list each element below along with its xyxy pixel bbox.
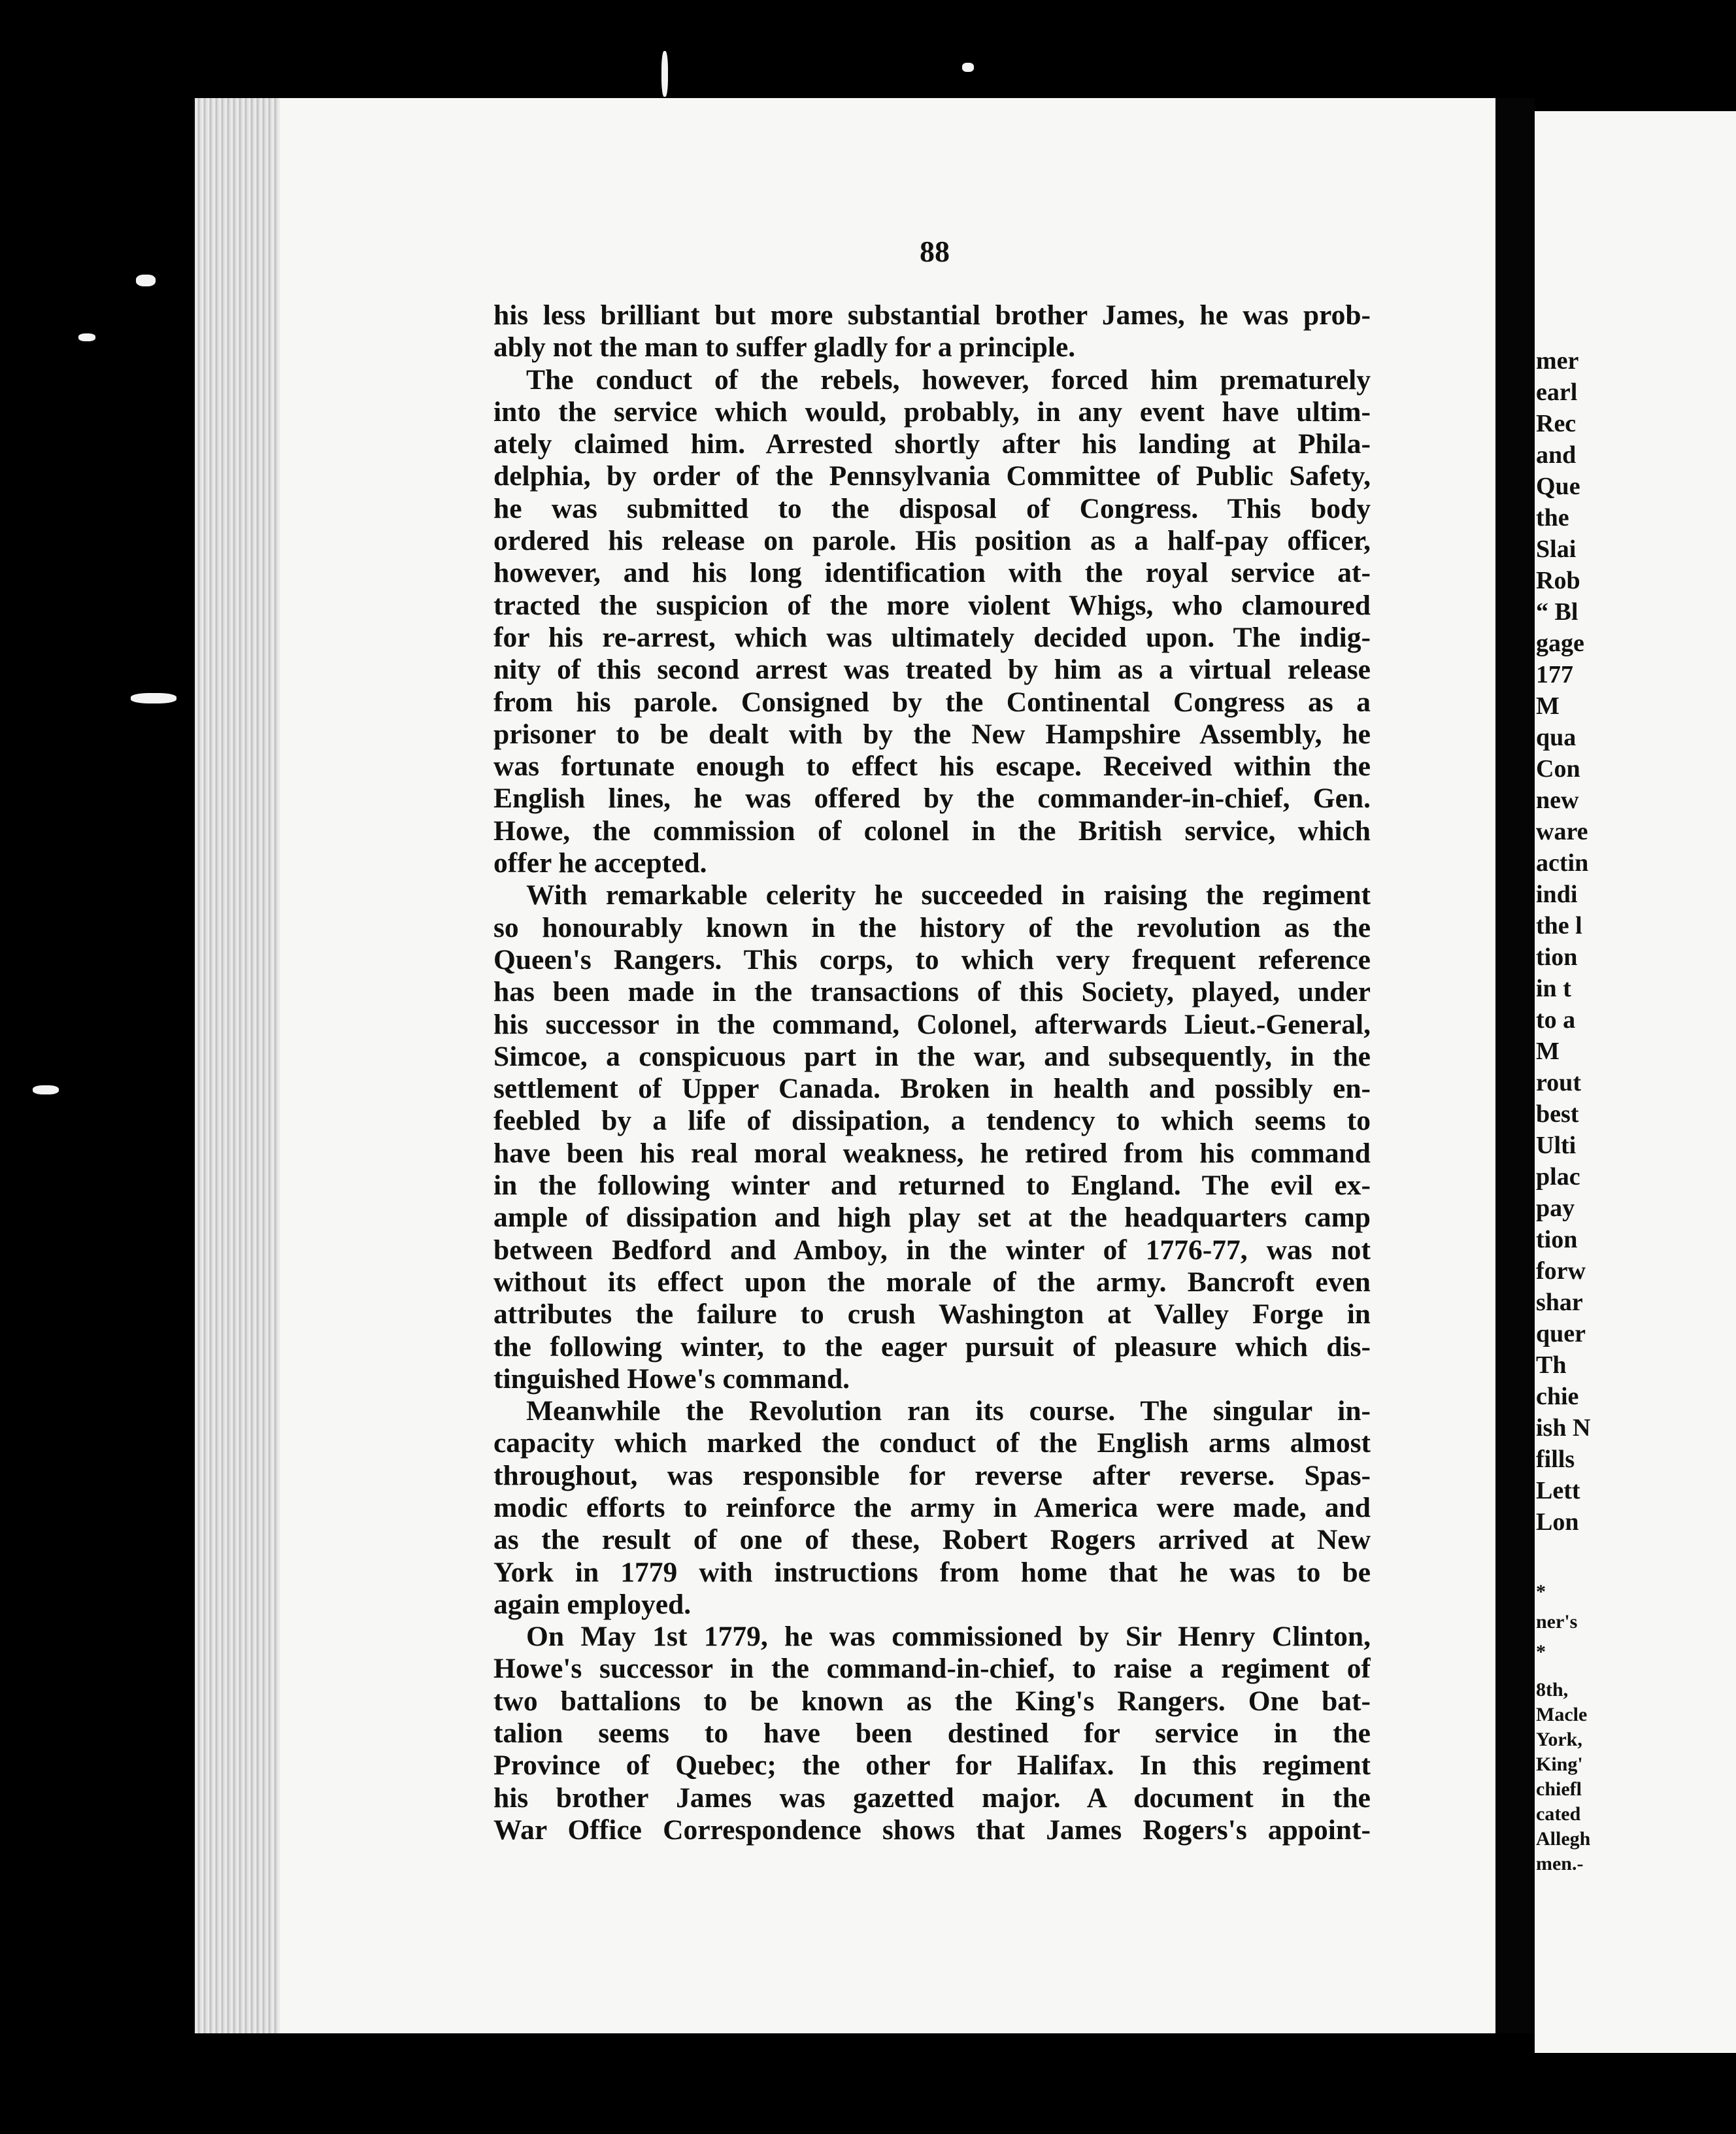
text-line: With remarkable celerity he succeeded in raising the regiment bbox=[526, 879, 1371, 911]
right-page-line: the bbox=[1536, 504, 1569, 532]
text-line: tinguished Howe's command. bbox=[493, 1363, 850, 1395]
right-page-line: plac bbox=[1536, 1163, 1580, 1191]
scan-speck bbox=[33, 1085, 59, 1094]
right-page-line: gage bbox=[1536, 630, 1584, 657]
text-line: between Bedford and Amboy, in the winter of 1776-77, was not bbox=[493, 1234, 1371, 1266]
text-line: two battalions to be known as the King's Rangers. One bat- bbox=[493, 1685, 1371, 1717]
right-page-line: forw bbox=[1536, 1257, 1586, 1285]
text-line: ordered his release on parole. His position as a half-pay officer, bbox=[493, 525, 1371, 557]
right-page-line: Lon bbox=[1536, 1508, 1579, 1536]
right-page-line: Rec bbox=[1536, 410, 1577, 437]
text-line: his successor in the command, Colonel, afterwards Lieut.-General, bbox=[493, 1008, 1371, 1040]
right-page-line: tion bbox=[1536, 1226, 1578, 1253]
text-line: offer he accepted. bbox=[493, 847, 707, 879]
right-page-footnote-line: King' bbox=[1536, 1753, 1583, 1775]
right-page-line: pay bbox=[1536, 1194, 1575, 1222]
text-line: attributes the failure to crush Washington at Valley Forge in bbox=[493, 1298, 1371, 1330]
scan-speck bbox=[962, 63, 974, 72]
right-page-line: the l bbox=[1536, 912, 1582, 940]
scan-speck bbox=[661, 51, 668, 97]
right-page-footnote-line: Macle bbox=[1536, 1704, 1588, 1725]
text-line: feebled by a life of dissipation, a tendency to which seems to bbox=[493, 1105, 1371, 1137]
right-page-line: M bbox=[1536, 692, 1560, 720]
right-page-line: Rob bbox=[1536, 567, 1580, 594]
text-line: as the result of one of these, Robert Rogers arrived at New bbox=[493, 1524, 1371, 1556]
right-page-line: quer bbox=[1536, 1320, 1586, 1347]
right-page-line: mer bbox=[1536, 347, 1579, 375]
right-page-footnote-line: cated bbox=[1536, 1803, 1581, 1825]
text-line: without its effect upon the morale of the army. Bancroft even bbox=[493, 1266, 1371, 1298]
text-line: Province of Quebec; the other for Halifax. In this regiment bbox=[493, 1750, 1371, 1782]
right-page-footnote-line: chiefl bbox=[1536, 1778, 1582, 1800]
text-line: talion seems to have been destined for service in the bbox=[493, 1718, 1371, 1750]
right-page-line: indi bbox=[1536, 881, 1578, 908]
right-page-footnote-line: men.- bbox=[1536, 1853, 1584, 1874]
right-page-line: best bbox=[1536, 1100, 1579, 1128]
text-line: so honourably known in the history of the revolution as the bbox=[493, 911, 1371, 943]
text-line: Howe, the commission of colonel in the British service, which bbox=[493, 815, 1371, 847]
right-page-line: Lett bbox=[1536, 1477, 1580, 1504]
text-line: has been made in the transactions of this Society, played, under bbox=[493, 976, 1371, 1008]
right-page-line: “ Bl bbox=[1536, 598, 1578, 626]
text-line: The conduct of the rebels, however, forced him prematurely bbox=[526, 364, 1371, 396]
text-line: the following winter, to the eager pursuit of pleasure which dis- bbox=[493, 1330, 1371, 1363]
book-gutter bbox=[1495, 98, 1535, 2033]
page-edges bbox=[195, 98, 280, 2033]
text-line: Meanwhile the Revolution ran its course. The singular in- bbox=[526, 1395, 1371, 1427]
right-page-footnote-line: 8th, bbox=[1536, 1679, 1569, 1701]
right-page-line: fills bbox=[1536, 1446, 1575, 1473]
text-line: ample of dissipation and high play set at the headquarters camp bbox=[493, 1202, 1371, 1234]
scan-speck bbox=[78, 333, 95, 341]
right-page-line: 177 bbox=[1536, 661, 1573, 688]
scan-speck bbox=[131, 693, 176, 703]
text-line: for his re-arrest, which was ultimately decided upon. The indig- bbox=[493, 621, 1371, 653]
right-page-line: M bbox=[1536, 1038, 1560, 1065]
right-page-line: rout bbox=[1536, 1069, 1581, 1096]
page-number: 88 bbox=[920, 235, 950, 268]
right-page-footnote-line: * bbox=[1536, 1641, 1546, 1663]
text-line: ably not the man to suffer gladly for a principle. bbox=[493, 331, 1076, 364]
text-line: York in 1779 with instructions from home that he was to be bbox=[493, 1556, 1371, 1588]
right-page-line: Ulti bbox=[1536, 1132, 1577, 1159]
text-line: throughout, was responsible for reverse after reverse. Spas- bbox=[493, 1459, 1371, 1491]
right-page-line: Que bbox=[1536, 473, 1580, 500]
right-page-line: new bbox=[1536, 787, 1579, 814]
right-page-line: and bbox=[1536, 441, 1577, 469]
text-line: his less brilliant but more substantial brother James, he was prob- bbox=[493, 299, 1371, 331]
text-line: again employed. bbox=[493, 1588, 692, 1620]
right-page-line: Slai bbox=[1536, 535, 1577, 563]
text-line: prisoner to be dealt with by the New Hampshire Assembly, he bbox=[493, 718, 1371, 750]
text-line: his brother James was gazetted major. A document in the bbox=[493, 1782, 1371, 1814]
right-page-line: chie bbox=[1536, 1383, 1579, 1410]
right-page-line: shar bbox=[1536, 1289, 1583, 1316]
text-line: he was submitted to the disposal of Congress. This body bbox=[493, 492, 1371, 524]
right-page-line: tion bbox=[1536, 943, 1578, 971]
text-line: into the service which would, probably, in any event have ultim- bbox=[493, 396, 1371, 428]
right-page-footnote-line: Allegh bbox=[1536, 1828, 1591, 1850]
text-line: was fortunate enough to effect his escape. Received within the bbox=[493, 751, 1371, 783]
right-page-line: Th bbox=[1536, 1351, 1567, 1379]
right-page-footnote-line: ner's bbox=[1536, 1611, 1578, 1633]
text-line: nity of this second arrest was treated by him as a virtual release bbox=[493, 654, 1371, 686]
text-line: in the following winter and returned to England. The evil ex- bbox=[493, 1170, 1371, 1202]
right-page bbox=[1535, 111, 1736, 2053]
text-line: however, and his long identification with the royal service at- bbox=[493, 557, 1371, 589]
right-page-footnote-line: York, bbox=[1536, 1729, 1582, 1750]
text-line: tracted the suspicion of the more violent Whigs, who clamoured bbox=[493, 589, 1371, 621]
right-page-line: Con bbox=[1536, 755, 1580, 783]
text-line: Queen's Rangers. This corps, to which very frequent reference bbox=[493, 943, 1371, 975]
right-page-line: qua bbox=[1536, 724, 1577, 751]
text-line: English lines, he was offered by the commander-in-chief, Gen. bbox=[493, 783, 1371, 815]
text-line: modic efforts to reinforce the army in America were made, and bbox=[493, 1491, 1371, 1523]
text-line: War Office Correspondence shows that James Rogers's appoint- bbox=[493, 1814, 1371, 1846]
text-line: delphia, by order of the Pennsylvania Committee of Public Safety, bbox=[493, 460, 1371, 492]
text-line: ately claimed him. Arrested shortly after his landing at Phila- bbox=[493, 428, 1371, 460]
text-line: settlement of Upper Canada. Broken in health and possibly en- bbox=[493, 1073, 1371, 1105]
right-page-line: to a bbox=[1536, 1006, 1576, 1034]
text-line: Simcoe, a conspicuous part in the war, and subsequently, in the bbox=[493, 1040, 1371, 1072]
text-line: capacity which marked the conduct of the English arms almost bbox=[493, 1427, 1371, 1459]
scan-speck bbox=[136, 275, 156, 286]
body-text bbox=[493, 299, 1371, 1846]
right-page-line: ware bbox=[1536, 818, 1588, 845]
right-page-line: ish N bbox=[1536, 1414, 1591, 1442]
right-page-footnote-line: * bbox=[1536, 1581, 1546, 1602]
text-line: from his parole. Consigned by the Continental Congress as a bbox=[493, 686, 1371, 718]
text-line: Howe's successor in the command-in-chief, to raise a regiment of bbox=[493, 1653, 1371, 1685]
right-page-line: actin bbox=[1536, 849, 1589, 877]
right-page-line: in t bbox=[1536, 975, 1571, 1002]
text-line: On May 1st 1779, he was commissioned by Sir Henry Clinton, bbox=[526, 1621, 1371, 1653]
text-line: have been his real moral weakness, he retired from his command bbox=[493, 1137, 1371, 1169]
right-page-line: earl bbox=[1536, 379, 1578, 406]
